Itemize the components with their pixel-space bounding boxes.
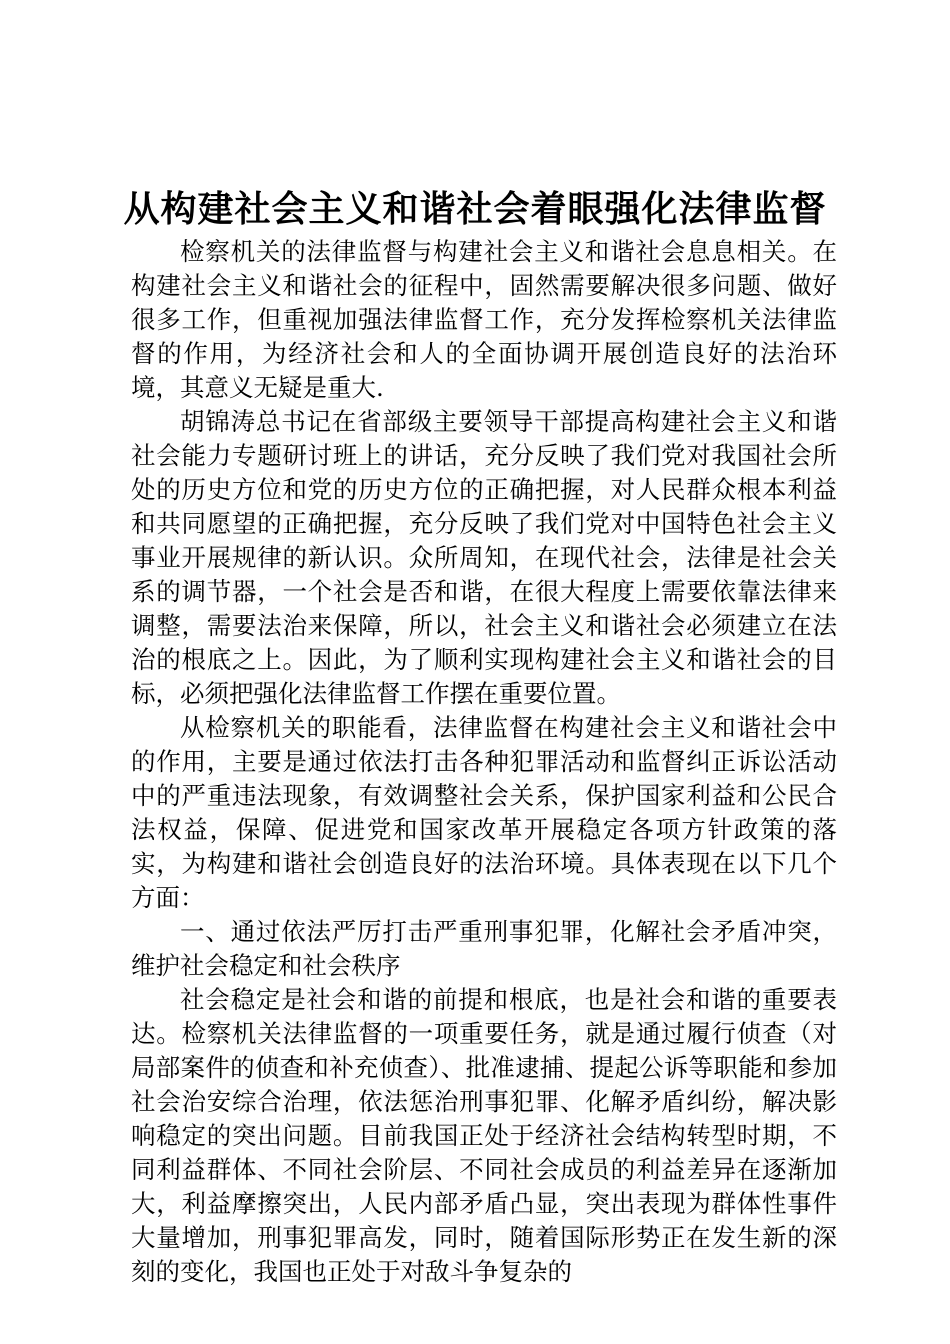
document-title: 从构建社会主义和谐社会着眼强化法律监督 bbox=[123, 188, 827, 230]
document-body bbox=[131, 235, 837, 1289]
paragraph-2: 胡锦涛总书记在省部级主要领导干部提高构建社会主义和谐社会能力专题研讨班上的讲话，充分反映了我们党对我国社会所处的历史方位和党的历史方位的正确把握，对人民群众根本利益和共同愿望的正确把握，充分反映了我们党对中国特色社会主义事业开展规律的新认识。众所周知，在现代社会，法律是社会关系的调节器，一个社会是否和谐，在很大程度上需要依靠法律来调整，需要法治来保障，所以，社会主义和谐社会必须建立在法治的根底之上。因此，为了顺利实现构建社会主义和谐社会的目标，必须把强化法律监督工作摆在重要位置。 bbox=[131, 407, 837, 708]
paragraph-4: 社会稳定是社会和谐的前提和根底，也是社会和谐的重要表达。检察机关法律监督的一项重要任务，就是通过履行侦查（对局部案件的侦查和补充侦查）、批准逮捕、提起公诉等职能和参加社会治安综合治理，依法惩治刑事犯罪、化解矛盾纠纷，解决影响稳定的突出问题。目前我国正处于经济社会结构转型时期，不同利益群体、不同社会阶层、不同社会成员的利益差异在逐渐加大，利益摩擦突出，人民内部矛盾凸显，突出表现为群体性事件大量增加，刑事犯罪高发，同时，随着国际形势正在发生新的深刻的变化，我国也正处于对敌斗争复杂的 bbox=[131, 985, 837, 1286]
section-heading-1: 一、通过依法严厉打击严重刑事犯罪，化解社会矛盾冲突，维护社会稳定和社会秩序 bbox=[131, 917, 837, 980]
paragraph-3: 从检察机关的职能看，法律监督在构建社会主义和谐社会中的作用，主要是通过依法打击各种犯罪活动和监督纠正诉讼活动中的严重违法现象，有效调整社会关系，保护国家利益和公民合法权益，保障、促进党和国家改革开展稳定各项方针政策的落实，为构建和谐社会创造良好的法治环境。具体表现在以下几个方面： bbox=[131, 713, 837, 912]
paragraph-1: 检察机关的法律监督与构建社会主义和谐社会息息相关。在构建社会主义和谐社会的征程中，固然需要解决很多问题、做好很多工作，但重视加强法律监督工作，充分发挥检察机关法律监督的作用，为经济社会和人的全面协调开展创造良好的法治环境，其意义无疑是重大. bbox=[131, 237, 837, 402]
